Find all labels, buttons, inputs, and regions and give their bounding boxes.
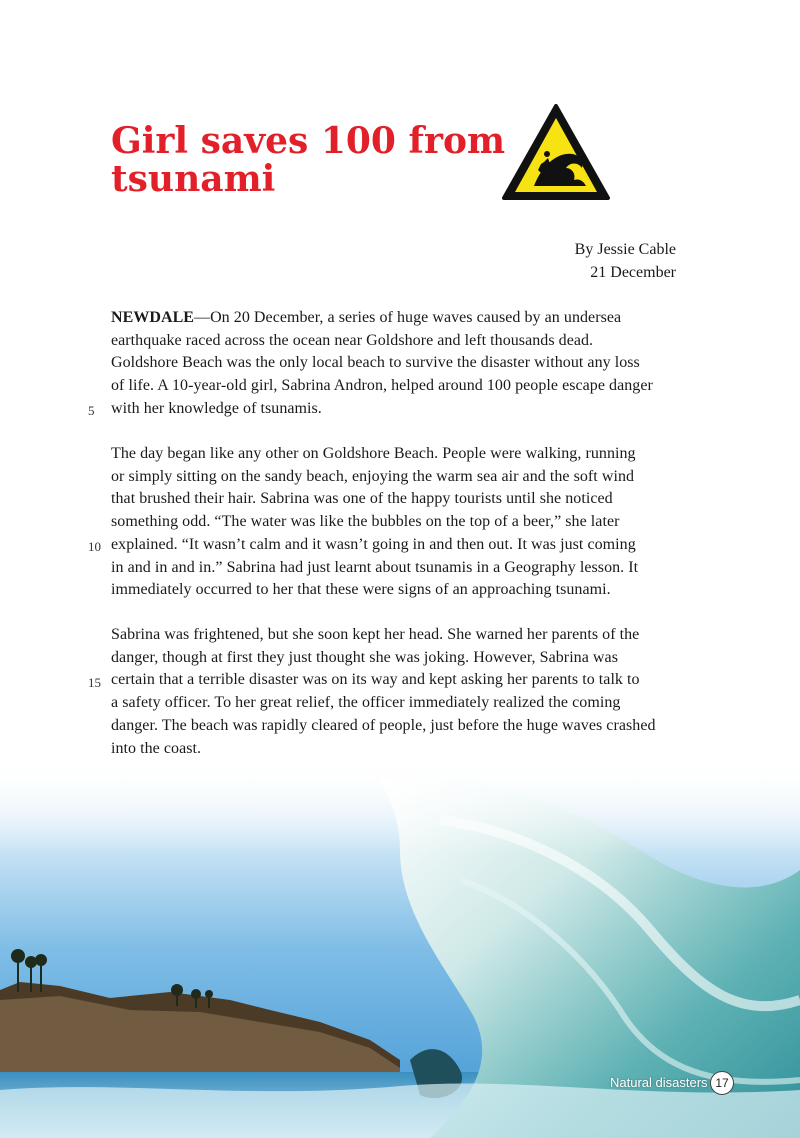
paragraph-3 <box>111 624 681 760</box>
line-number-10: 10 <box>88 539 101 554</box>
text-line: or simply sitting on the sandy beach, enjoying the warm sea air and the soft wind <box>111 467 635 485</box>
title-line-1: Girl saves 100 from <box>111 120 506 162</box>
line-number-5: 5 <box>88 403 95 418</box>
text-line <box>111 307 681 330</box>
text-line: that brushed their hair. Sabrina was one of the happy tourists until she noticed <box>111 490 613 508</box>
text-line: The day began like any other on Goldshore Beach. People were walking, running <box>111 445 636 462</box>
text-line: immediately occurred to her that these were signs of an approaching tsunami. <box>111 581 611 599</box>
text-line: Goldshore Beach was the only local beach to survive the disaster without any loss <box>111 354 640 372</box>
text-line: Sabrina was frightened, but she soon kept her head. She warned her parents of the <box>111 626 640 643</box>
dateline: NEWDALE <box>111 309 195 326</box>
text-line: something odd. “The water was like the bubbles on the top of a beer,” she later <box>111 513 620 531</box>
text-line: certain that a terrible disaster was on its way and kept asking her parents to talk to <box>111 671 640 689</box>
text-line: in and in and in.” Sabrina had just learnt about tsunamis in a Geography lesson. It <box>111 558 639 576</box>
footer-section-label: Natural disasters <box>610 1075 708 1090</box>
text-line: into the coast. <box>111 739 202 757</box>
text-line: of life. A 10-year-old girl, Sabrina Andron, helped around 100 people escape danger <box>111 377 653 395</box>
text-line: earthquake raced across the ocean near Goldshore and left thousands dead. <box>111 331 594 349</box>
publish-date: 21 December <box>590 264 676 281</box>
text-line-content: —On 20 December, a series of huge waves caused by an undersea <box>194 309 622 326</box>
line-number-15: 15 <box>88 675 101 690</box>
byline <box>575 238 676 284</box>
text-line: danger. The beach was rapidly cleared of people, just before the huge waves crashed <box>111 716 656 734</box>
paragraph-2 <box>111 443 681 602</box>
text-line: danger, though at first they just thought she was joking. However, Sabrina was <box>111 648 618 666</box>
author: By Jessie Cable <box>574 241 676 258</box>
page-number: 17 <box>710 1071 734 1095</box>
text-line: explained. “It wasn’t calm and it wasn’t going in and then out. It was just coming <box>111 535 636 553</box>
paragraph-1 <box>111 307 681 421</box>
title-line-2: tsunami <box>111 158 276 200</box>
text-line: with her knowledge of tsunamis. <box>111 399 322 417</box>
tsunami-warning-sign-icon <box>500 100 612 204</box>
text-line: a safety officer. To her great relief, the officer immediately realized the coming <box>111 694 621 712</box>
article-title <box>111 122 511 198</box>
